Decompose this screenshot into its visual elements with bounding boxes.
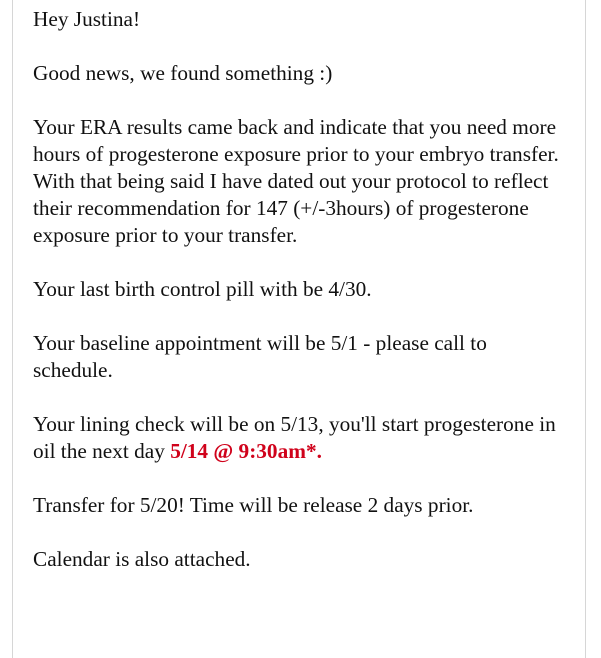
good-news-text: Good news, we found something :) <box>33 61 333 85</box>
era-results-text: Your ERA results came back and indicate that you need more hours of progesterone exposure prior to your embryo transfer. With that being said I have dated out your protocol to reflect their recommendation for 147 (+/-3hours) of progesterone exposure prior to your transfer. <box>33 115 559 247</box>
lining-check-paragraph <box>33 411 568 465</box>
calendar-text: Calendar is also attached. <box>33 547 251 571</box>
baseline-appointment-text: Your baseline appointment will be 5/1 - please call to schedule. <box>33 331 487 382</box>
birth-control-text: Your last birth control pill with be 4/30. <box>33 277 372 301</box>
progesterone-start-highlight: 5/14 @ 9:30am*. <box>170 439 322 463</box>
transfer-text: Transfer for 5/20! Time will be release 2 days prior. <box>33 493 474 517</box>
greeting-text: Hey Justina! <box>33 7 141 31</box>
email-body <box>33 6 568 600</box>
email-message-card <box>12 0 586 658</box>
lining-check-text: Your lining check will be on 5/13, you'll start progesterone in oil the next day <box>33 412 556 463</box>
